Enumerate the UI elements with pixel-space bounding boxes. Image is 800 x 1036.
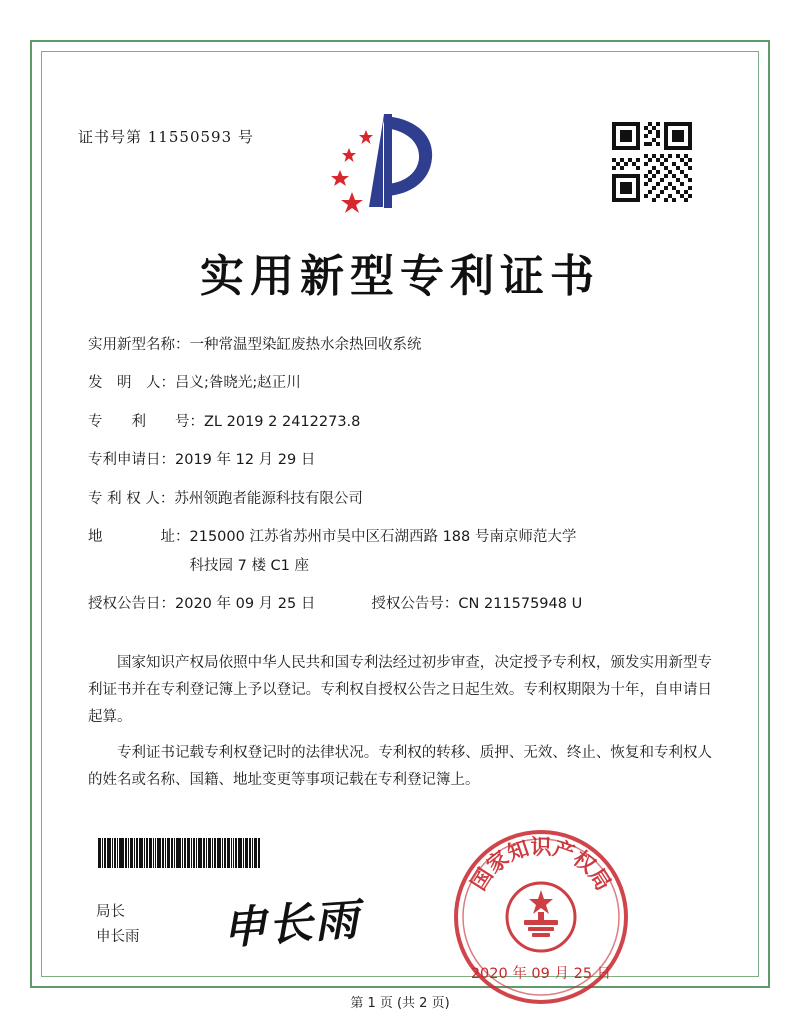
field-value: ZL 2019 2 2412273.8 [204, 413, 361, 430]
field-label: 发 明 人： [88, 375, 175, 392]
field-value: 苏州领跑者能源科技有限公司 [174, 490, 363, 507]
director-handwritten-signature: 申长雨 [220, 894, 362, 955]
field-value: 吕义;昝晓光;赵正川 [175, 375, 301, 392]
svg-text:国家知识产权局 [465, 834, 616, 895]
field-row-patentee [88, 488, 718, 510]
paragraph-2: 专利证书记载专利权登记时的法律状况。专利权的转移、质押、无效、终止、恢复和专利权人的姓名或名称、国籍、地址变更等事项记载在专利登记簿上。 [88, 745, 712, 789]
field-label: 专 利 号： [88, 413, 204, 430]
field-value-address [190, 526, 719, 577]
seal-ring-text: 国家知识产权局 [465, 834, 617, 895]
address-line-2: 科技园 7 楼 C1 座 [189, 557, 310, 574]
page-title: 实用新型专利证书 [200, 251, 600, 302]
signature-block [96, 900, 140, 949]
field-row-utility-model-name [88, 334, 718, 356]
field-label: 地 址： [88, 529, 190, 546]
field-label: 专 利 权 人： [88, 490, 175, 507]
paragraph-1: 国家知识产权局依照中华人民共和国专利法经过初步审查，决定授予专利权，颁发实用新型专利证书并在专利登记簿上予以登记。专利权自授权公告之日起生效。专利权期限为十年，自申请日起算。 [88, 655, 712, 725]
grant-date-label: 授权公告日： [88, 596, 175, 613]
barcode [98, 838, 280, 868]
field-label: 实用新型名称： [88, 337, 190, 353]
seal-date: 2020 年 09 月 25 日 [470, 966, 612, 982]
field-row-grant [88, 593, 718, 615]
field-value: 2019 年 12 月 29 日 [175, 452, 316, 469]
qr-code [608, 118, 696, 206]
field-row-patent-number [88, 411, 718, 433]
grant-number-label: 授权公告号： [371, 596, 459, 613]
field-row-address [88, 526, 718, 577]
legal-text [88, 650, 712, 804]
grant-date-value: 2020 年 09 月 25 日 [175, 596, 316, 613]
patent-office-emblem-icon [322, 108, 452, 220]
field-list [88, 334, 718, 630]
certificate-number: 证书号第 11550593 号 [78, 128, 254, 146]
field-label: 专利申请日： [88, 452, 175, 469]
grant-number-group [371, 593, 582, 615]
field-row-inventor [88, 372, 718, 394]
field-row-application-date [88, 449, 718, 471]
grant-number-value: CN 211575948 U [458, 596, 583, 613]
field-value: 一种常温型染缸废热水余热回收系统 [189, 337, 422, 353]
grant-date-group [88, 593, 315, 615]
page-footer: 第 1 页 (共 2 页) [350, 996, 450, 1011]
director-title: 局长 [96, 904, 125, 920]
director-name: 申长雨 [96, 928, 140, 945]
address-line-1: 215000 江苏省苏州市吴中区石湖西路 188 号南京师范大学 [189, 529, 577, 546]
